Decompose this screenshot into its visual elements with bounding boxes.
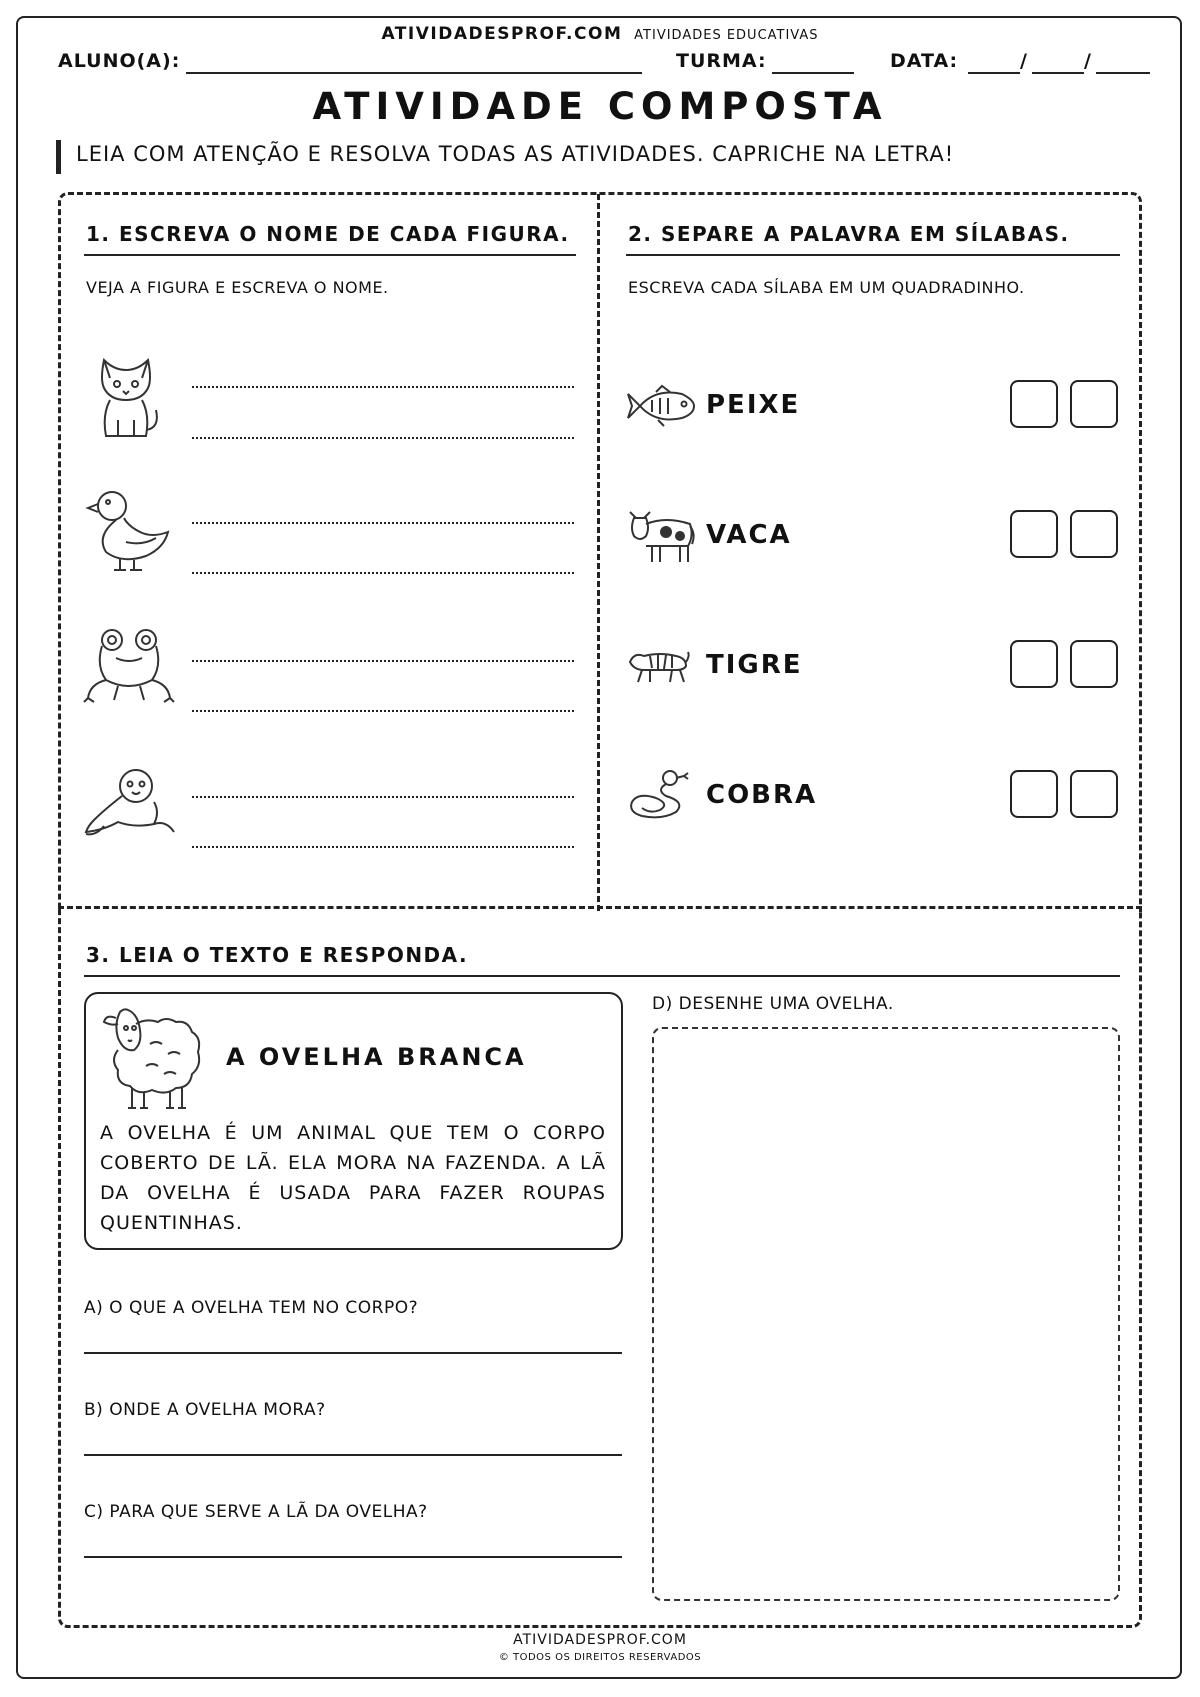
word-peixe: PEIXE xyxy=(706,390,801,420)
word-cobra: COBRA xyxy=(706,780,818,810)
sheep-icon xyxy=(102,1004,204,1114)
question-a: A) O QUE A OVELHA TEM NO CORPO? xyxy=(84,1298,419,1318)
syllable-box-vaca-2[interactable] xyxy=(1070,510,1118,558)
answer-line-a[interactable] xyxy=(84,1352,622,1354)
page-title: ATIVIDADE COMPOSTA xyxy=(312,85,888,128)
instruction-bar xyxy=(56,140,61,174)
site-tagline: ATIVIDADES EDUCATIVAS xyxy=(634,28,819,43)
cow-icon xyxy=(626,506,696,564)
question-c: C) PARA QUE SERVE A LÃ DA OVELHA? xyxy=(84,1502,428,1522)
section3-underline xyxy=(84,975,1120,977)
seal-answer-line-2[interactable] xyxy=(192,846,574,848)
section1-subtitle: VEJA A FIGURA E ESCREVA O NOME. xyxy=(86,278,389,297)
snake-icon xyxy=(626,770,696,822)
question-b: B) ONDE A OVELHA MORA? xyxy=(84,1400,326,1420)
draw-prompt: D) DESENHE UMA OVELHA. xyxy=(652,994,894,1014)
footer-rights: © TODOS OS DIREITOS RESERVADOS xyxy=(498,1652,702,1663)
column-divider xyxy=(597,194,600,911)
instruction-text: LEIA COM ATENÇÃO E RESOLVA TODAS AS ATIVIDADES. CAPRICHE NA LETRA! xyxy=(76,142,955,166)
section2-underline xyxy=(626,254,1120,256)
date-year-field[interactable] xyxy=(1096,72,1150,74)
site-header xyxy=(0,24,1200,44)
site-name: ATIVIDADESPROF.COM xyxy=(381,24,623,44)
answer-line-c[interactable] xyxy=(84,1556,622,1558)
section1-underline xyxy=(84,254,576,256)
aluno-field[interactable] xyxy=(186,72,642,74)
top-activity-frame xyxy=(58,192,1142,912)
cat-answer-line-2[interactable] xyxy=(192,437,574,439)
section2-title: 2. SEPARE A PALAVRA EM SÍLABAS. xyxy=(628,222,1070,246)
frog-icon xyxy=(84,626,174,704)
section3-title: 3. LEIA O TEXTO E RESPONDA. xyxy=(86,943,469,967)
tiger-icon xyxy=(626,648,690,684)
cat-icon xyxy=(90,350,162,440)
syllable-box-peixe-1[interactable] xyxy=(1010,380,1058,428)
turma-field[interactable] xyxy=(772,72,854,74)
aluno-label: ALUNO(A): xyxy=(58,50,181,72)
drawing-area[interactable] xyxy=(652,1027,1120,1601)
frog-answer-line-1[interactable] xyxy=(192,660,574,662)
section1-title: 1. ESCREVA O NOME DE CADA FIGURA. xyxy=(86,222,570,246)
syllable-box-cobra-1[interactable] xyxy=(1010,770,1058,818)
syllable-box-tigre-1[interactable] xyxy=(1010,640,1058,688)
syllable-box-tigre-2[interactable] xyxy=(1070,640,1118,688)
answer-line-b[interactable] xyxy=(84,1454,622,1456)
story-text: A OVELHA É UM ANIMAL QUE TEM O CORPO COBERTO DE LÃ. ELA MORA NA FAZENDA. A LÃ DA OVELHA É USADA PARA FAZER ROUPAS QUENTINHAS. xyxy=(100,1122,606,1234)
duck-answer-line-2[interactable] xyxy=(192,572,574,574)
date-separator-1: / xyxy=(1020,50,1028,72)
syllable-box-cobra-2[interactable] xyxy=(1070,770,1118,818)
word-tigre: TIGRE xyxy=(706,650,803,680)
date-day-field[interactable] xyxy=(968,72,1020,74)
duck-answer-line-1[interactable] xyxy=(192,522,574,524)
footer-site: ATIVIDADESPROF.COM xyxy=(513,1632,687,1648)
cat-answer-line-1[interactable] xyxy=(192,386,574,388)
seal-answer-line-1[interactable] xyxy=(192,796,574,798)
seal-icon xyxy=(84,766,176,838)
date-month-field[interactable] xyxy=(1032,72,1084,74)
frog-answer-line-2[interactable] xyxy=(192,710,574,712)
story-title: A OVELHA BRANCA xyxy=(226,1043,527,1071)
fish-icon xyxy=(626,384,696,428)
syllable-box-vaca-1[interactable] xyxy=(1010,510,1058,558)
turma-label: TURMA: xyxy=(676,50,767,72)
word-vaca: VACA xyxy=(706,520,792,550)
duck-icon xyxy=(86,486,170,572)
syllable-box-peixe-2[interactable] xyxy=(1070,380,1118,428)
date-separator-2: / xyxy=(1084,50,1092,72)
section2-subtitle: ESCREVA CADA SÍLABA EM UM QUADRADINHO. xyxy=(628,278,1025,297)
data-label: DATA: xyxy=(890,50,959,72)
